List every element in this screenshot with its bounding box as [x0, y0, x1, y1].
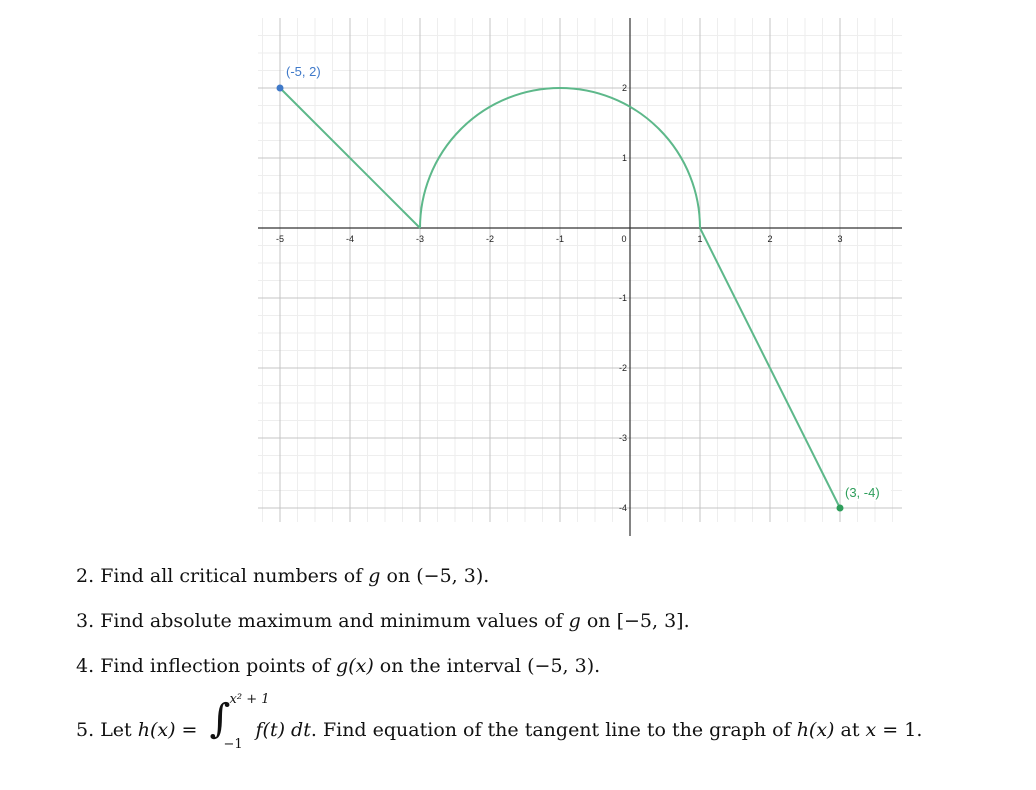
- x-tick-label: 0: [621, 234, 627, 244]
- math-var: g: [568, 610, 581, 632]
- x-tick-label: -3: [415, 234, 425, 244]
- endpoint-label: (-5, 2): [286, 64, 321, 79]
- y-tick-label: -3: [618, 433, 627, 443]
- y-tick-label: 1: [621, 153, 627, 163]
- question-number: 5.: [76, 719, 95, 741]
- x-tick-label: -1: [555, 234, 565, 244]
- question-text: on: [380, 565, 417, 587]
- question-2: [76, 565, 489, 587]
- question-text: Let: [100, 719, 138, 741]
- y-tick-label: 2: [621, 83, 627, 93]
- question-text: . Find equation of the tangent line to the graph of: [310, 719, 797, 741]
- question-text: Find absolute maximum and minimum values of: [100, 610, 569, 632]
- math-interval: [−5, 3].: [616, 610, 690, 632]
- question-text: Find all critical numbers of: [100, 565, 369, 587]
- math-var: x: [865, 719, 877, 741]
- question-5: [76, 692, 923, 752]
- x-tick-label: 3: [837, 234, 843, 244]
- question-text: at: [834, 719, 866, 741]
- math-var: g(x): [336, 655, 374, 677]
- math-interval: (−5, 3).: [416, 565, 490, 587]
- x-tick-label: -5: [275, 234, 285, 244]
- question-text: on: [580, 610, 617, 632]
- question-number: 4.: [76, 655, 95, 677]
- y-tick-label: -2: [618, 363, 627, 373]
- math-func: h(x): [796, 719, 835, 741]
- math-equals: =: [175, 719, 204, 741]
- math-interval: (−5, 3).: [527, 655, 601, 677]
- endpoint-markers: [277, 64, 892, 512]
- x-tick-label: 1: [697, 234, 703, 244]
- integrand: f(t) dt: [255, 719, 311, 741]
- endpoint-label: (3, -4): [845, 485, 880, 500]
- integral-upper-limit: x² + 1: [229, 692, 270, 707]
- integral-symbol: ∫ x² + 1 −1: [209, 692, 270, 752]
- x-tick-label: -2: [485, 234, 495, 244]
- question-text: Find inflection points of: [100, 655, 337, 677]
- question-3: [76, 610, 690, 632]
- endpoint-dot: [837, 505, 844, 512]
- x-tick-label: -4: [345, 234, 355, 244]
- minor-gridlines: [258, 18, 902, 522]
- endpoint-dot: [277, 85, 284, 92]
- math-equals: = 1.: [876, 719, 923, 741]
- y-tick-label: -4: [618, 503, 627, 513]
- question-4: [76, 655, 600, 677]
- question-text: on the interval: [373, 655, 528, 677]
- math-func: h(x): [137, 719, 176, 741]
- y-tick-label: -1: [618, 293, 627, 303]
- math-var: g: [368, 565, 381, 587]
- question-number: 2.: [76, 565, 95, 587]
- x-tick-label: 2: [767, 234, 773, 244]
- integral-lower-limit: −1: [223, 737, 243, 752]
- question-number: 3.: [76, 610, 95, 632]
